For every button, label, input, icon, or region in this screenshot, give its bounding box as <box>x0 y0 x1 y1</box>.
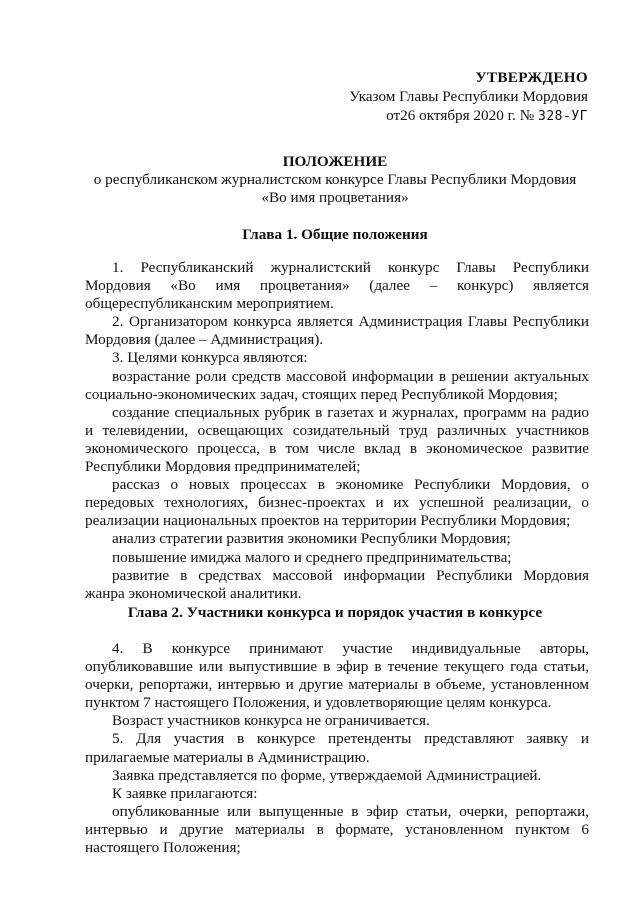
chapter2-heading: Глава 2. Участники конкурса и порядок участия в конкурсе <box>127 604 543 621</box>
approval-title: УТВЕРЖДЕНО <box>475 69 588 86</box>
document-subtitle-line2: «Во имя процветания» <box>261 189 409 206</box>
document-subtitle-line1: о республиканском журналистском конкурсе Главы Республики Мордовия <box>93 171 577 188</box>
paragraph: повышение имиджа малого и среднего предпринимательства; <box>112 548 512 566</box>
chapter1-body <box>85 259 589 603</box>
approval-date: 26 октября 2020 г. <box>400 107 516 124</box>
approval-decree: Указом Главы Республики Мордовия <box>349 88 588 105</box>
approval-number: 328-УГ <box>538 109 588 124</box>
document-title-block <box>60 153 610 207</box>
approval-number-prefix: № <box>519 107 535 124</box>
paragraph: создание специальных рубрик в газетах и журналах, программ на радио и телевидении, освещающих созидательный труд различных участников экономического процесса, в том числе вклад в экономическое развитие Республики Мордовия предпринимателей; <box>85 403 589 476</box>
approval-stamp-block <box>349 68 588 126</box>
paragraph: развитие в средствах массовой информации Республики Мордовия жанра экономической аналитики. <box>85 566 589 602</box>
paragraph: 5. Для участия в конкурсе претенденты представляют заявку и прилагаемые материалы в Администрацию. <box>85 730 589 766</box>
approval-date-line <box>349 106 588 126</box>
paragraph: анализ стратегии развития экономики Республики Мордовия; <box>112 530 511 548</box>
paragraph: опубликованные или выпущенные в эфир статьи, очерки, репортажи, интервью и другие материалы в формате, установленном пунктом 6 настоящего Положения; <box>85 802 589 857</box>
paragraph: рассказ о новых процессах в экономике Республики Мордовия, о передовых технологиях, бизнес-проектах и их успешной реализации, о реализации национальных проектов на территории Республики Мордовия; <box>85 476 589 530</box>
paragraph: 1. Республиканский журналистский конкурс Главы Республики Мордовия «Во имя процветания» (далее – конкурс) является общереспубликанским мероприятием. <box>85 259 589 313</box>
document-title: ПОЛОЖЕНИЕ <box>282 153 388 170</box>
approval-date-prefix: от <box>386 107 401 124</box>
paragraph: К заявке прилагаются: <box>112 784 258 802</box>
paragraph: 3. Целями конкурса являются: <box>112 349 308 367</box>
paragraph: возрастание роли средств массовой информации в решении актуальных социально-экономических задач, стоящих перед Республикой Мордовия; <box>85 367 589 403</box>
paragraph: Возраст участников конкурса не ограничивается. <box>112 712 430 730</box>
paragraph: Заявка представляется по форме, утверждаемой Администрацией. <box>112 766 542 784</box>
paragraph: 2. Организатором конкурса является Администрация Главы Республики Мордовия (далее – Администрация). <box>85 313 589 349</box>
paragraph: 4. В конкурсе принимают участие индивидуальные авторы, опубликовавшие или выпустившие в эфир в течение текущего года статьи, очерки, репортажи, интервью и другие материалы в объеме, установленном пунктом 7 настоящего Положения, и удовлетворяющие целям конкурса. <box>85 640 589 712</box>
chapter2-body <box>85 640 589 857</box>
chapter1-heading: Глава 1. Общие положения <box>242 226 428 243</box>
